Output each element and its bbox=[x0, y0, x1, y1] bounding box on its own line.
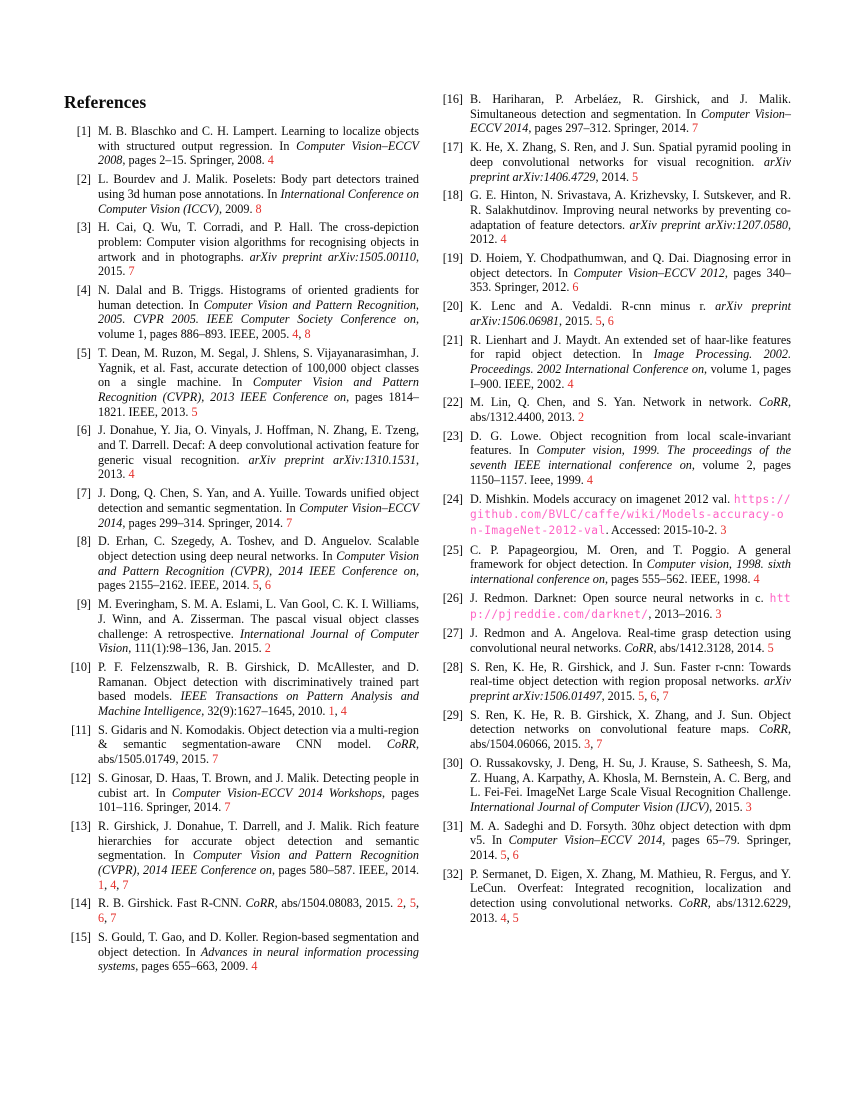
citation-page-link[interactable]: 2 bbox=[578, 410, 585, 425]
reference-number: [16] bbox=[442, 92, 463, 106]
reference-venue: Computer Vision and Pattern Recognition (CVPR), 2013 IEEE Conference on bbox=[98, 375, 419, 404]
reference-venue: CoRR bbox=[758, 395, 788, 410]
reference-item bbox=[64, 124, 419, 168]
citation-page-link[interactable]: 4 bbox=[567, 376, 574, 391]
citation-page-link[interactable]: 7 bbox=[122, 877, 129, 892]
reference-venue: Computer Vision and Pattern Recognition, 2005. CVPR 2005. IEEE Computer Society Conference on bbox=[98, 297, 419, 327]
citation-page-link[interactable]: 5 bbox=[500, 848, 507, 863]
reference-text bbox=[98, 930, 419, 974]
citation-page-link[interactable]: 6 bbox=[264, 578, 271, 593]
reference-venue: CoRR bbox=[624, 640, 654, 655]
citation-page-link[interactable]: 4 bbox=[586, 472, 593, 487]
citation-page-link[interactable]: 4 bbox=[500, 910, 507, 925]
reference-number: [17] bbox=[442, 140, 463, 155]
reference-text-segment: , pages 65–79. Springer, 2014. bbox=[470, 833, 791, 863]
reference-text bbox=[98, 723, 419, 767]
reference-text bbox=[470, 543, 791, 587]
reference-text-segment: , pages 580–587. IEEE, 2014. bbox=[271, 863, 419, 878]
reference-text-segment: S. Ren, K. He, R. B. Girshick, X. Zhang, and J. Sun. Object detection networks on convolutional feature maps. bbox=[470, 707, 791, 737]
reference-text bbox=[470, 140, 791, 184]
reference-text bbox=[98, 346, 419, 420]
reference-text-segment: J. Redmon. Darknet: Open source neural networks in c. bbox=[470, 590, 770, 605]
reference-number: [27] bbox=[442, 626, 463, 641]
reference-text bbox=[470, 492, 791, 539]
reference-text-segment: R. B. Girshick. Fast R-CNN. bbox=[98, 896, 246, 911]
reference-text-segment: N. Dalal and B. Triggs. Histograms of oriented gradients for human detection. In bbox=[98, 283, 419, 312]
reference-text: S. Ren, K. He, R. Girshick, and J. Sun. Faster r-cnn: Towards real-time object detection with region proposal networks. arXiv preprint arXiv:1506.01497, 2015. 5, 6, 7 bbox=[470, 659, 791, 704]
reference-number: [28] bbox=[442, 659, 463, 674]
reference-number: [2] bbox=[76, 172, 91, 187]
reference-venue: CoRR bbox=[678, 896, 708, 911]
reference-text-segment: M. A. Sadeghi and D. Forsyth. 30hz object detection with dpm v5. In bbox=[470, 818, 791, 848]
reference-number: [4] bbox=[76, 283, 91, 298]
reference-url-link[interactable]: https://github.com/BVLC/caffe/wiki/Models-accuracy-on-ImageNet-2012-val bbox=[470, 492, 791, 537]
reference-text-segment: L. Bourdev and J. Malik. Poselets: Body part detectors trained using 3d human pose annotations. In bbox=[98, 172, 419, 201]
reference-venue: Computer Vision–ECCV 2014 bbox=[508, 833, 663, 848]
reference-text-segment: , 2015. bbox=[709, 799, 743, 814]
citation-page-link[interactable]: 2 bbox=[396, 896, 404, 911]
reference-item bbox=[436, 333, 791, 392]
reference-item bbox=[64, 819, 419, 893]
reference-item bbox=[64, 771, 419, 815]
reference-text-segment: , volume 2, pages 1150–1157. Ieee, 1999. bbox=[470, 458, 791, 487]
reference-text-segment: , 2013. bbox=[98, 452, 419, 482]
citation-page-link[interactable]: 4 bbox=[753, 572, 760, 587]
reference-text-segment: D. Erhan, C. Szegedy, A. Toshev, and D. Anguelov. Scalable object detection using deep neural networks. In bbox=[98, 534, 419, 563]
reference-number: [20] bbox=[442, 299, 463, 314]
reference-text bbox=[470, 92, 791, 136]
reference-item bbox=[64, 172, 419, 216]
reference-text-segment: C. P. Papageorgiou, M. Oren, and T. Poggio. A general framework for object detection. In bbox=[470, 542, 791, 572]
reference-text-segment: , pages 297–312. Springer, 2014. bbox=[528, 121, 689, 136]
reference-text-segment: , 111(1):98–136, Jan. 2015. bbox=[128, 641, 262, 656]
reference-item bbox=[436, 543, 791, 587]
reference-item bbox=[64, 220, 419, 279]
reference-number: [23] bbox=[442, 428, 463, 443]
reference-text bbox=[470, 395, 791, 424]
citation-page-link[interactable]: 5 bbox=[512, 910, 519, 925]
reference-text-segment: J. Donahue, Y. Jia, O. Vinyals, J. Hoffman, N. Zhang, E. Tzeng, and T. Darrell. Decaf: A deep convolutional activation feature for generic visual recognition. bbox=[98, 423, 419, 467]
reference-text-segment: , abs/1312.6229, 2013. bbox=[470, 896, 791, 925]
reference-text-segment: , volume 1, pages I–900. IEEE, 2002. bbox=[470, 361, 791, 391]
reference-venue: Image Processing. 2002. Proceedings. 2002 International Conference on bbox=[470, 347, 791, 376]
reference-item bbox=[64, 486, 419, 530]
citation-page-link[interactable]: 3 bbox=[584, 737, 591, 752]
references-column-left bbox=[64, 92, 419, 978]
citation-page-link[interactable]: 5 bbox=[595, 313, 602, 328]
reference-venue: Computer Vision-ECCV 2014 Workshops bbox=[171, 785, 382, 800]
reference-number: [6] bbox=[76, 423, 91, 438]
reference-venue: Computer Vision–ECCV 2014 bbox=[470, 106, 791, 136]
reference-item bbox=[64, 723, 419, 767]
reference-text bbox=[98, 771, 419, 815]
citation-page-link[interactable]: 8 bbox=[255, 201, 262, 216]
reference-item bbox=[64, 346, 419, 420]
reference-venue: arXiv preprint arXiv:1310.1531 bbox=[248, 452, 416, 467]
reference-text-segment: K. Lenc and A. Vedaldi. R-cnn minus r. bbox=[470, 299, 716, 314]
reference-text bbox=[98, 172, 419, 216]
reference-number: [14] bbox=[70, 896, 91, 911]
reference-text-segment: , pages 2–15. Springer, 2008. bbox=[122, 153, 265, 168]
citation-page-link[interactable]: 7 bbox=[286, 515, 293, 530]
reference-text bbox=[470, 591, 791, 622]
citation-page-link[interactable]: 6 bbox=[512, 848, 519, 863]
reference-number: [1] bbox=[76, 124, 91, 138]
reference-number: [10] bbox=[70, 659, 91, 674]
reference-text-segment: , pages 101–116. Springer, 2014. bbox=[98, 785, 420, 815]
two-column-layout bbox=[64, 92, 791, 978]
reference-text-segment: , 2015. bbox=[601, 689, 636, 704]
reference-number: [19] bbox=[442, 251, 463, 266]
reference-number: [9] bbox=[76, 597, 91, 612]
reference-item bbox=[436, 660, 791, 704]
reference-text: R. B. Girshick. Fast R-CNN. CoRR, abs/1504.08083, 2015. 2, 5, 6, 7 bbox=[98, 896, 419, 926]
reference-text bbox=[98, 597, 419, 656]
reference-item bbox=[436, 492, 791, 539]
reference-text-segment: D. Mishkin. Models accuracy on imagenet 2012 val. bbox=[470, 491, 734, 506]
citation-page-link[interactable]: 6 bbox=[650, 689, 657, 704]
reference-number: [24] bbox=[442, 491, 463, 506]
reference-number: [5] bbox=[76, 345, 91, 360]
citation-page-link[interactable]: 1 bbox=[98, 877, 105, 892]
reference-item bbox=[64, 930, 419, 974]
reference-text-segment: , 2013–2016. bbox=[648, 606, 713, 621]
reference-text-segment: , 2014. bbox=[595, 169, 629, 184]
reference-text bbox=[470, 756, 791, 815]
reference-text-segment: , 32(9):1627–1645, 2010. bbox=[201, 704, 326, 719]
reference-number: [18] bbox=[442, 188, 463, 203]
reference-text bbox=[98, 423, 419, 482]
reference-item bbox=[64, 423, 419, 482]
reference-text-segment: , abs/1312.4400, 2013. bbox=[470, 395, 791, 425]
reference-number: [13] bbox=[70, 818, 91, 833]
reference-text bbox=[98, 124, 419, 168]
reference-item bbox=[436, 867, 791, 926]
reference-venue: Computer Vision–ECCV 2014 bbox=[98, 500, 419, 530]
citation-page-link[interactable]: 8 bbox=[304, 327, 311, 342]
citation-page-link[interactable]: 4 bbox=[128, 467, 135, 482]
reference-text: K. Lenc and A. Vedaldi. R-cnn minus r. arXiv preprint arXiv:1506.06981, 2015. 5, 6 bbox=[470, 299, 791, 328]
reference-url-link[interactable]: http://pjreddie.com/darknet/ bbox=[470, 591, 791, 621]
reference-item bbox=[436, 626, 791, 655]
citation-page-link[interactable]: 7 bbox=[662, 689, 669, 704]
reference-venue: arXiv preprint arXiv:1506.06981 bbox=[470, 299, 791, 328]
citation-page-link[interactable]: 7 bbox=[212, 752, 219, 767]
reference-venue: CoRR bbox=[245, 896, 275, 911]
reference-text-segment: S. Ginosar, D. Haas, T. Brown, and J. Malik. Detecting people in cubist art. In bbox=[98, 770, 419, 800]
reference-text-segment: , 2015. bbox=[559, 313, 593, 328]
reference-text: M. A. Sadeghi and D. Forsyth. 30hz object detection with dpm v5. In Computer Vision–ECCV 2014, pages 65–79. Springer, 2014. 5, 6 bbox=[470, 818, 791, 863]
reference-text: P. F. Felzenszwalb, R. B. Girshick, D. McAllester, and D. Ramanan. Object detection with discriminatively trained part based models. IEEE Transactions on Pattern Analysis and Machine Intelligence, 32(9):1627–1645, 2010. 1, 4 bbox=[98, 659, 419, 719]
reference-item bbox=[436, 708, 791, 752]
reference-number: [8] bbox=[76, 534, 91, 549]
reference-item bbox=[436, 591, 791, 622]
reference-text-segment: T. Dean, M. Ruzon, M. Segal, J. Shlens, S. Vijayanarasimhan, J. Yagnik, et al. Fast, accurate detection of 100,000 object classes on a single machine. In bbox=[98, 345, 419, 390]
reference-text-segment: , pages 555–562. IEEE, 1998. bbox=[604, 572, 751, 587]
reference-item bbox=[436, 395, 791, 424]
reference-text-segment: . Accessed: 2015-10-2. bbox=[605, 522, 718, 537]
reference-item bbox=[436, 140, 791, 184]
reference-text-segment: M. B. Blaschko and C. H. Lampert. Learning to localize objects with structured output regression. In bbox=[98, 124, 419, 153]
reference-text bbox=[470, 429, 791, 488]
citation-page-link[interactable]: 3 bbox=[720, 522, 727, 537]
reference-item bbox=[436, 819, 791, 863]
reference-text-segment: , pages 299–314. Springer, 2014. bbox=[122, 515, 284, 530]
reference-text-segment: , abs/1504.08083, 2015. bbox=[274, 896, 394, 911]
reference-text-segment: D. Hoiem, Y. Chodpathumwan, and Q. Dai. Diagnosing error in object detectors. In bbox=[470, 251, 791, 280]
citation-page-link[interactable]: 4 bbox=[251, 959, 258, 974]
citation-page-link[interactable]: 5 bbox=[638, 689, 645, 704]
reference-text-segment: R. Girshick, J. Donahue, T. Darrell, and J. Malik. Rich feature hierarchies for accurate object detection and semantic segmentation. In bbox=[98, 818, 419, 863]
citation-page-link[interactable]: 4 bbox=[500, 232, 507, 247]
citation-page-link[interactable]: 5 bbox=[409, 896, 416, 911]
reference-venue: International Journal of Computer Vision bbox=[98, 626, 419, 656]
reference-text-segment: , abs/1505.01749, 2015. bbox=[98, 737, 419, 767]
reference-text-segment: J. Dong, Q. Chen, S. Yan, and A. Yuille. Towards unified object detection and semantic segmentation. In bbox=[98, 486, 419, 515]
citation-page-link[interactable]: 7 bbox=[692, 121, 699, 136]
reference-venue: arXiv preprint arXiv:1506.01497 bbox=[470, 674, 791, 704]
references-list-right bbox=[436, 92, 791, 926]
reference-venue: Computer vision, 1998. sixth international conference on bbox=[470, 557, 791, 587]
citation-page-link[interactable]: 2 bbox=[264, 641, 271, 656]
references-heading: References bbox=[64, 92, 147, 112]
reference-text-segment: S. Gidaris and N. Komodakis. Object detection via a multi-region & semantic segmentation-aware CNN model. bbox=[98, 722, 419, 752]
reference-text: N. Dalal and B. Triggs. Histograms of oriented gradients for human detection. In Computer Vision and Pattern Recognition, 2005. CVPR 2005. IEEE Computer Society Conference on, volume 1, pages 886–893. IEEE, 2005. 4, 8 bbox=[98, 283, 419, 342]
reference-number: [31] bbox=[442, 818, 463, 833]
reference-number: [15] bbox=[70, 929, 91, 944]
citation-page-link[interactable]: 3 bbox=[715, 606, 722, 621]
reference-number: [25] bbox=[442, 542, 463, 557]
citation-page-link[interactable]: 4 bbox=[340, 704, 347, 719]
reference-text bbox=[98, 220, 419, 279]
reference-text bbox=[470, 626, 791, 655]
reference-text-segment: , pages 340–353. Springer, 2012. bbox=[470, 265, 792, 295]
reference-venue: IEEE Transactions on Pattern Analysis and Machine Intelligence bbox=[98, 689, 419, 719]
reference-venue: Computer Vision and Pattern Recognition (CVPR), 2014 IEEE Conference on bbox=[98, 848, 419, 878]
reference-number: [21] bbox=[442, 332, 463, 347]
citation-page-link[interactable]: 7 bbox=[110, 911, 117, 926]
citation-page-link[interactable]: 4 bbox=[292, 327, 299, 342]
reference-number: [29] bbox=[442, 707, 463, 722]
citation-page-link[interactable]: 3 bbox=[745, 799, 752, 814]
reference-text-segment: , 2009. bbox=[218, 201, 253, 216]
references-list-left bbox=[64, 124, 419, 974]
reference-item bbox=[436, 188, 791, 247]
citation-page-link[interactable]: 1 bbox=[328, 704, 335, 719]
citation-page-link[interactable]: 6 bbox=[572, 280, 579, 295]
reference-item bbox=[436, 756, 791, 815]
reference-venue: CoRR bbox=[386, 737, 416, 752]
reference-venue: International Conference on Computer Vision (ICCV) bbox=[98, 186, 419, 216]
reference-text: S. Ren, K. He, R. B. Girshick, X. Zhang, and J. Sun. Object detection networks on convolutional feature maps. CoRR, abs/1504.06066, 2015. 3, 7 bbox=[470, 707, 791, 752]
reference-text bbox=[470, 188, 791, 247]
citation-page-link[interactable]: 5 bbox=[632, 169, 639, 184]
citation-page-link[interactable]: 7 bbox=[596, 737, 603, 752]
reference-number: [22] bbox=[442, 395, 463, 410]
citation-page-link[interactable]: 7 bbox=[224, 800, 231, 815]
citation-page-link[interactable]: 7 bbox=[128, 264, 135, 279]
reference-text bbox=[98, 486, 419, 530]
reference-text: P. Sermanet, D. Eigen, X. Zhang, M. Mathieu, R. Fergus, and Y. LeCun. Overfeat: Integrated recognition, localization and detection using convolutional networks. CoRR, abs/1312.6229, 2013. 4, 5 bbox=[470, 866, 791, 925]
reference-number: [7] bbox=[76, 486, 91, 501]
reference-venue: arXiv preprint arXiv:1406.4729 bbox=[470, 154, 791, 184]
reference-venue: Computer vision, 1999. The proceedings of the seventh IEEE international conference on bbox=[470, 443, 791, 473]
citation-page-link[interactable]: 6 bbox=[607, 313, 614, 328]
reference-venue: Computer Vision–ECCV 2008 bbox=[98, 138, 419, 168]
reference-item bbox=[64, 534, 419, 593]
citation-page-link[interactable]: 5 bbox=[191, 404, 198, 419]
references-column-right bbox=[436, 92, 791, 930]
reference-number: [30] bbox=[442, 755, 463, 770]
reference-text-segment: , pages 655–663, 2009. bbox=[135, 959, 249, 974]
reference-text-segment: D. G. Lowe. Object recognition from local scale-invariant features. In bbox=[470, 428, 791, 458]
reference-item bbox=[64, 597, 419, 656]
citation-page-link[interactable]: 6 bbox=[98, 911, 105, 926]
citation-page-link[interactable]: 5 bbox=[767, 640, 774, 655]
reference-text-segment: , pages 2155–2162. IEEE, 2014. bbox=[98, 563, 419, 593]
reference-item bbox=[64, 660, 419, 719]
reference-number: [32] bbox=[442, 866, 463, 881]
reference-text-segment: P. F. Felzenszwalb, R. B. Girshick, D. McAllester, and D. Ramanan. Object detection with discriminatively trained part based models. bbox=[98, 659, 419, 704]
reference-text-segment: R. Lienhart and J. Maydt. An extended set of haar-like features for rapid object detection. In bbox=[470, 332, 791, 362]
reference-number: [3] bbox=[76, 220, 91, 235]
citation-page-link[interactable]: 4 bbox=[267, 153, 274, 168]
reference-text bbox=[470, 251, 791, 295]
reference-text-segment: J. Redmon and A. Angelova. Real-time grasp detection using convolutional neural networks. bbox=[470, 626, 791, 655]
reference-item bbox=[64, 896, 419, 925]
reference-text-segment: P. Sermanet, D. Eigen, X. Zhang, M. Mathieu, R. Fergus, and Y. LeCun. Overfeat: Integrated recognition, localization and detection using convolutional networks. bbox=[470, 866, 791, 911]
reference-text-segment: M. Lin, Q. Chen, and S. Yan. Network in network. bbox=[470, 395, 759, 410]
reference-text bbox=[470, 333, 791, 392]
reference-text-segment: , volume 1, pages 886–893. IEEE, 2005. bbox=[98, 312, 419, 342]
reference-item bbox=[436, 251, 791, 295]
reference-venue: CoRR bbox=[758, 722, 788, 737]
reference-text-segment: S. Gould, T. Gao, and D. Koller. Region-based segmentation and object detection. In bbox=[98, 929, 419, 959]
reference-text-segment: , abs/1504.06066, 2015. bbox=[470, 722, 791, 752]
reference-text-segment: G. E. Hinton, N. Srivastava, A. Krizhevsky, I. Sutskever, and R. R. Salakhutdinov. Improving neural networks by preventing co-adaptation of feature detectors. bbox=[470, 188, 791, 232]
reference-text: R. Girshick, J. Donahue, T. Darrell, and J. Malik. Rich feature hierarchies for accurate object detection and semantic segmentation. In Computer Vision and Pattern Recognition (CVPR), 2014 IEEE Conference on, pages 580–587. IEEE, 2014. 1, 4, 7 bbox=[98, 818, 419, 892]
reference-text-segment: , 2015. bbox=[98, 249, 419, 279]
reference-venue: Computer Vision and Pattern Recognition (CVPR), 2014 IEEE Conference on bbox=[98, 548, 419, 578]
reference-item bbox=[64, 283, 419, 342]
reference-text-segment: H. Cai, Q. Wu, T. Corradi, and P. Hall. The cross-depiction problem: Computer vision algorithms for recognising objects in artwork and in photographs. bbox=[98, 220, 419, 264]
reference-text: D. Erhan, C. Szegedy, A. Toshev, and D. Anguelov. Scalable object detection using deep neural networks. In Computer Vision and Pattern Recognition (CVPR), 2014 IEEE Conference on, pages 2155–2162. IEEE, 2014. 5, 6 bbox=[98, 534, 419, 593]
reference-venue: arXiv preprint arXiv:1505.00110 bbox=[249, 249, 416, 264]
reference-number: [12] bbox=[70, 770, 91, 785]
reference-number: [11] bbox=[71, 722, 91, 737]
reference-text-segment: B. Hariharan, P. Arbeláez, R. Girshick, and J. Malik. Simultaneous detection and segmentation. In bbox=[470, 92, 791, 121]
reference-venue: Advances in neural information processing systems bbox=[98, 944, 419, 974]
reference-item bbox=[436, 92, 791, 136]
reference-item bbox=[436, 299, 791, 328]
reference-venue: International Journal of Computer Vision (IJCV) bbox=[470, 799, 710, 814]
reference-text-segment: O. Russakovsky, J. Deng, H. Su, J. Krause, S. Satheesh, S. Ma, Z. Huang, A. Karpathy, A. Khosla, M. Bernstein, A. C. Berg, and L. Fei-Fei. ImageNet Large Scale Visual Recognition Challenge. bbox=[470, 755, 791, 800]
reference-text-segment: , pages 1814–1821. IEEE, 2013. bbox=[98, 389, 420, 419]
citation-page-link[interactable]: 5 bbox=[252, 578, 259, 593]
reference-text-segment: , abs/1412.3128, 2014. bbox=[653, 640, 765, 655]
reference-text-segment: M. Everingham, S. M. A. Eslami, L. Van Gool, C. K. I. Williams, J. Winn, and A. Zisserman. The pascal visual object classes challenge: A retrospective. bbox=[98, 597, 419, 641]
reference-venue: Computer Vision–ECCV 2012 bbox=[573, 265, 725, 280]
reference-text-segment: K. He, X. Zhang, S. Ren, and J. Sun. Spatial pyramid pooling in deep convolutional networks for visual recognition. bbox=[470, 140, 791, 169]
reference-item bbox=[436, 429, 791, 488]
reference-text-segment: , 2012. bbox=[470, 217, 791, 247]
citation-page-link[interactable]: 4 bbox=[110, 877, 117, 892]
reference-venue: arXiv preprint arXiv:1207.0580 bbox=[629, 217, 788, 232]
reference-text-segment: S. Ren, K. He, R. Girshick, and J. Sun. Faster r-cnn: Towards real-time object detection with region proposal networks. bbox=[470, 659, 791, 689]
reference-number: [26] bbox=[442, 590, 463, 605]
